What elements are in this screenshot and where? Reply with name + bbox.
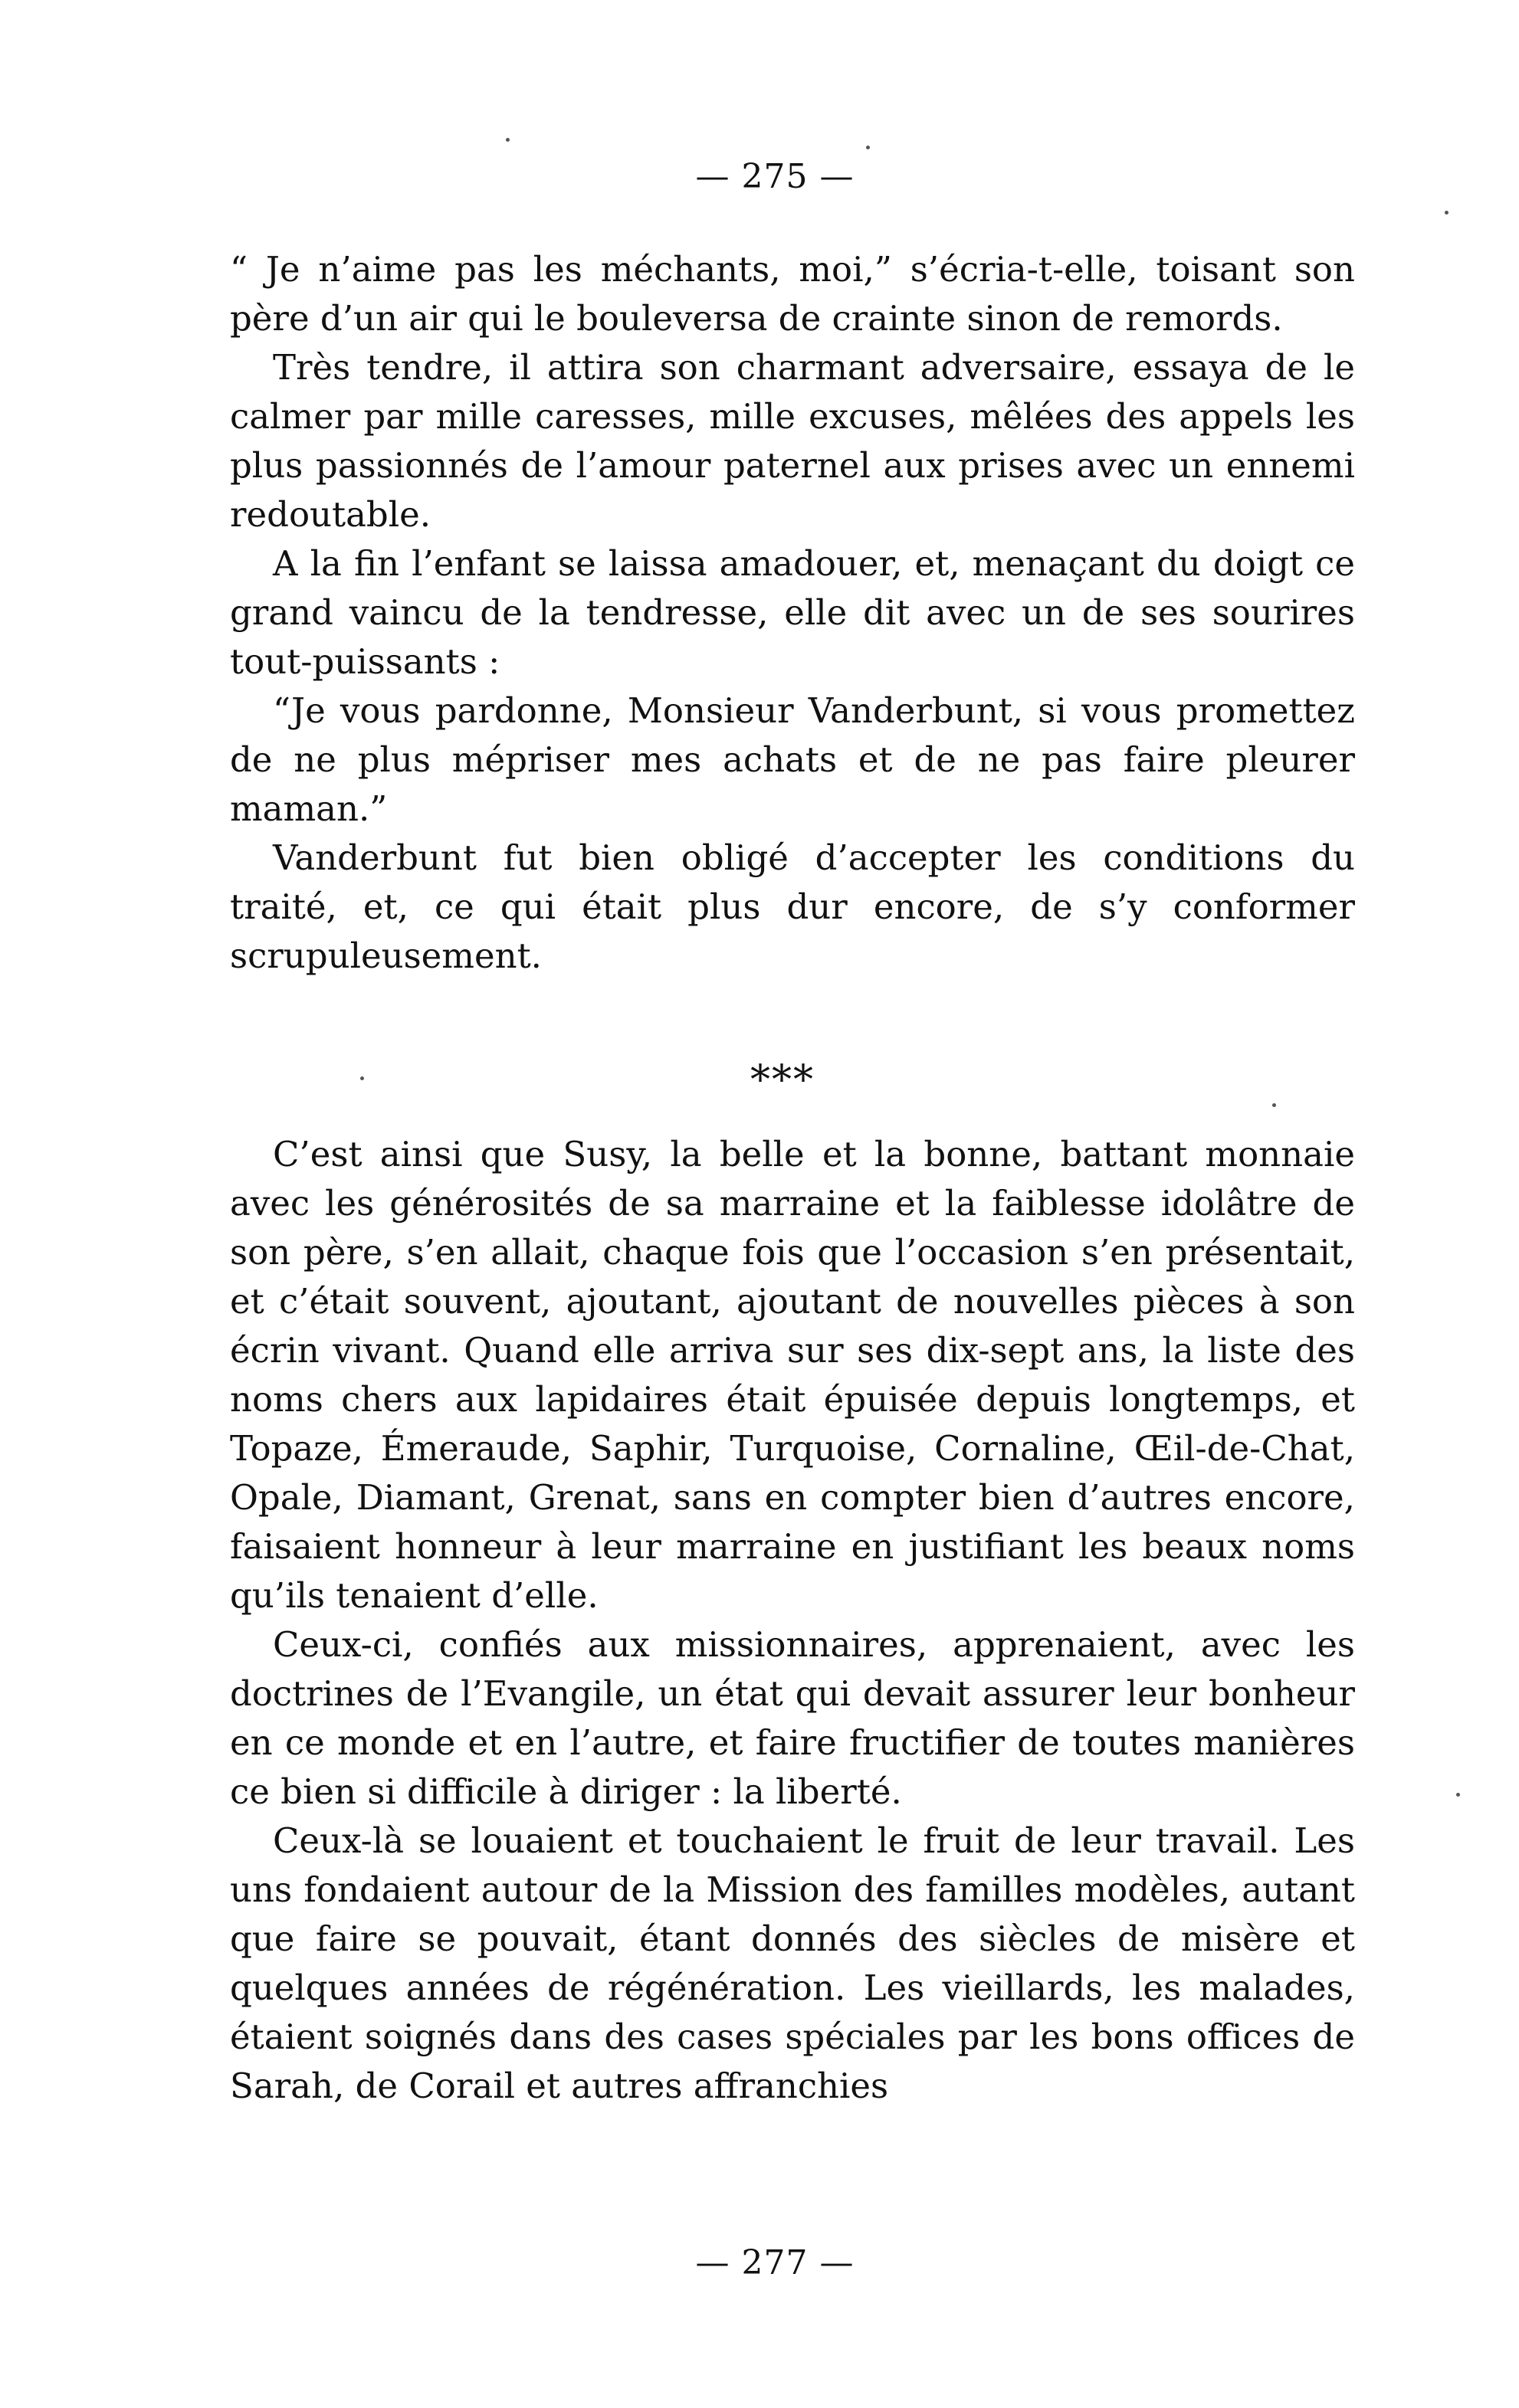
text-block-lower bbox=[230, 1130, 1355, 2111]
page-number-top: — 275 — bbox=[695, 157, 855, 196]
page-number-bottom: — 277 — bbox=[695, 2243, 855, 2282]
scan-speck bbox=[866, 146, 870, 149]
section-separator: *** bbox=[750, 1057, 815, 1103]
paragraph-ceux-la: Ceux-là se louaient et touchaient le fruit de leur travail. Les uns fondaient autour de la Mission des familles modèles, autant que faire se pouvait, étant donnés des siècles de misère et quelques années de régénération. Les vieillards, les malades, étaient soignés dans des cases spéciales par les bons offices de Sarah, de Corail et autres affranchies bbox=[230, 1820, 1355, 2106]
paragraph-quote-susy: “ Je n’aime pas les méchants, moi,” s’écria-t-elle, toisant son père d’un air qui le bouleversa de crainte sinon de remords. bbox=[230, 249, 1355, 339]
scan-speck bbox=[360, 1076, 364, 1080]
scan-speck bbox=[1456, 1793, 1460, 1797]
scan-speck bbox=[1272, 1103, 1276, 1107]
scan-speck bbox=[506, 138, 510, 142]
scan-speck bbox=[1445, 211, 1448, 215]
paragraph-vanderbunt: Vanderbunt fut bien obligé d’accepter les conditions du traité, et, ce qui était plus dur encore, de s’y conformer scrupuleusement. bbox=[230, 837, 1355, 976]
text-block-upper bbox=[230, 245, 1355, 981]
paragraph-tres-tendre: Très tendre, il attira son charmant adversaire, essaya de le calmer par mille caresses, mille excuses, mêlées des appels les plus passionnés de l’amour paternel aux prises avec un ennemi redoutable. bbox=[230, 347, 1355, 535]
paragraph-a-la-fin: A la fin l’enfant se laissa amadouer, et, menaçant du doigt ce grand vaincu de la tendresse, elle dit avec un de ses sourires tout-puissants : bbox=[230, 543, 1355, 682]
paragraph-je-vous-pardonne: “Je vous pardonne, Monsieur Vanderbunt, si vous promettez de ne plus mépriser mes achats et de ne pas faire pleurer maman.” bbox=[230, 690, 1355, 829]
paragraph-ceux-ci: Ceux-ci, confiés aux missionnaires, apprenaient, avec les doctrines de l’Evangile, un état qui devait assurer leur bonheur en ce monde et en l’autre, et faire fructifier de toutes manières ce bien si difficile à diriger : la liberté. bbox=[230, 1624, 1355, 1812]
paragraph-cest-ainsi: C’est ainsi que Susy, la belle et la bonne, battant monnaie avec les générosités de sa marraine et la faiblesse idolâtre de son père, s’en allait, chaque fois que l’occasion s’en présentait, et c’était souvent, ajoutant, ajoutant de nouvelles pièces à son écrin vivant. Quand elle arriva sur ses dix-sept ans, la liste des noms chers aux lapidaires était épuisée depuis longtemps, et Topaze, Émeraude, Saphir, Turquoise, Cornaline, Œil-de-Chat, Opale, Diamant, Grenat, sans en compter bien d’autres encore, faisaient honneur à leur marraine en justifiant les beaux noms qu’ils tenaient d’elle. bbox=[230, 1134, 1355, 1616]
